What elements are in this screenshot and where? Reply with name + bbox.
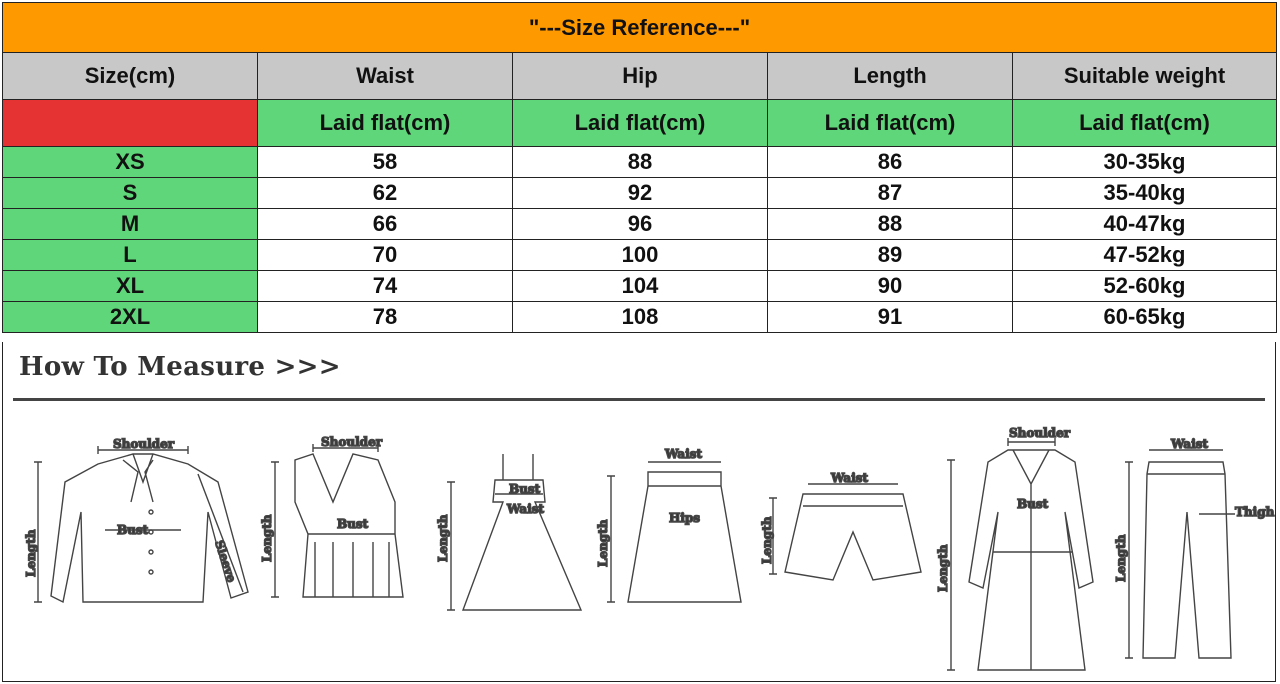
shorts-illustration <box>769 484 921 580</box>
skirt-hips-label: Hips <box>669 511 701 525</box>
table-row <box>3 240 1277 271</box>
length-cell: 86 <box>768 147 1013 178</box>
size-cell: XS <box>3 147 258 178</box>
skirt-illustration <box>607 462 741 602</box>
heading-divider <box>13 398 1265 401</box>
dress-waist-label: Waist <box>507 502 545 516</box>
garment-diagrams <box>3 402 1277 680</box>
waist-cell: 66 <box>258 209 513 240</box>
waist-cell: 78 <box>258 302 513 333</box>
size-table <box>2 2 1277 333</box>
blouse-shoulder-label: Shoulder <box>113 437 175 451</box>
hip-cell: 96 <box>513 209 768 240</box>
coat-length-label: Length <box>936 544 950 592</box>
blouse-length-label: Length <box>24 529 38 577</box>
dress-length-label: Length <box>436 514 450 562</box>
how-to-measure-panel <box>2 342 1276 682</box>
trousers-length-label: Length <box>1114 534 1128 582</box>
table-row <box>3 178 1277 209</box>
trousers-waist-label: Waist <box>1171 437 1209 451</box>
dress-bust-label: Bust <box>509 482 541 496</box>
top-bust-label: Bust <box>337 517 369 531</box>
waist-cell: 58 <box>258 147 513 178</box>
header-size: Size(cm) <box>3 53 258 100</box>
header-row <box>3 53 1277 100</box>
size-cell: S <box>3 178 258 209</box>
size-cell: 2XL <box>3 302 258 333</box>
size-cell: M <box>3 209 258 240</box>
length-cell: 89 <box>768 240 1013 271</box>
subheader-waist: Laid flat(cm) <box>258 100 513 147</box>
dress-illustration <box>447 454 581 610</box>
weight-cell: 47-52kg <box>1013 240 1277 271</box>
length-cell: 88 <box>768 209 1013 240</box>
size-chart-sheet <box>2 2 1276 682</box>
header-hip: Hip <box>513 53 768 100</box>
table-row <box>3 302 1277 333</box>
size-cell: L <box>3 240 258 271</box>
coat-bust-label: Bust <box>1017 497 1049 511</box>
waist-cell: 70 <box>258 240 513 271</box>
subheader-weight: Laid flat(cm) <box>1013 100 1277 147</box>
size-cell: XL <box>3 271 258 302</box>
hip-cell: 92 <box>513 178 768 209</box>
trousers-thigh-label: Thigh <box>1235 505 1275 519</box>
top-shoulder-label: Shoulder <box>321 435 383 449</box>
how-to-measure-heading: How To Measure >>> <box>19 352 341 382</box>
shorts-waist-label: Waist <box>831 471 869 485</box>
blouse-sleeve-label: Sleeve <box>212 538 239 584</box>
coat-illustration <box>947 438 1093 670</box>
size-reference-title: "---Size Reference---" <box>3 3 1277 53</box>
weight-cell: 52-60kg <box>1013 271 1277 302</box>
hip-cell: 88 <box>513 147 768 178</box>
length-cell: 90 <box>768 271 1013 302</box>
subheader-empty <box>3 100 258 147</box>
header-weight: Suitable weight <box>1013 53 1277 100</box>
weight-cell: 30-35kg <box>1013 147 1277 178</box>
waist-cell: 62 <box>258 178 513 209</box>
table-row <box>3 271 1277 302</box>
header-length: Length <box>768 53 1013 100</box>
title-row <box>3 3 1277 53</box>
length-cell: 91 <box>768 302 1013 333</box>
skirt-waist-label: Waist <box>665 447 703 461</box>
weight-cell: 35-40kg <box>1013 178 1277 209</box>
subheader-length: Laid flat(cm) <box>768 100 1013 147</box>
skirt-length-label: Length <box>596 519 610 567</box>
shorts-length-label: Length <box>760 516 774 564</box>
trousers-illustration <box>1125 450 1235 658</box>
blouse-bust-label: Bust <box>117 523 149 537</box>
weight-cell: 60-65kg <box>1013 302 1277 333</box>
table-row <box>3 209 1277 240</box>
table-row <box>3 147 1277 178</box>
coat-shoulder-label: Shoulder <box>1009 426 1071 440</box>
top-length-label: Length <box>260 514 274 562</box>
weight-cell: 40-47kg <box>1013 209 1277 240</box>
hip-cell: 108 <box>513 302 768 333</box>
length-cell: 87 <box>768 178 1013 209</box>
hip-cell: 100 <box>513 240 768 271</box>
waist-cell: 74 <box>258 271 513 302</box>
subheader-hip: Laid flat(cm) <box>513 100 768 147</box>
hip-cell: 104 <box>513 271 768 302</box>
subheader-row <box>3 100 1277 147</box>
header-waist: Waist <box>258 53 513 100</box>
